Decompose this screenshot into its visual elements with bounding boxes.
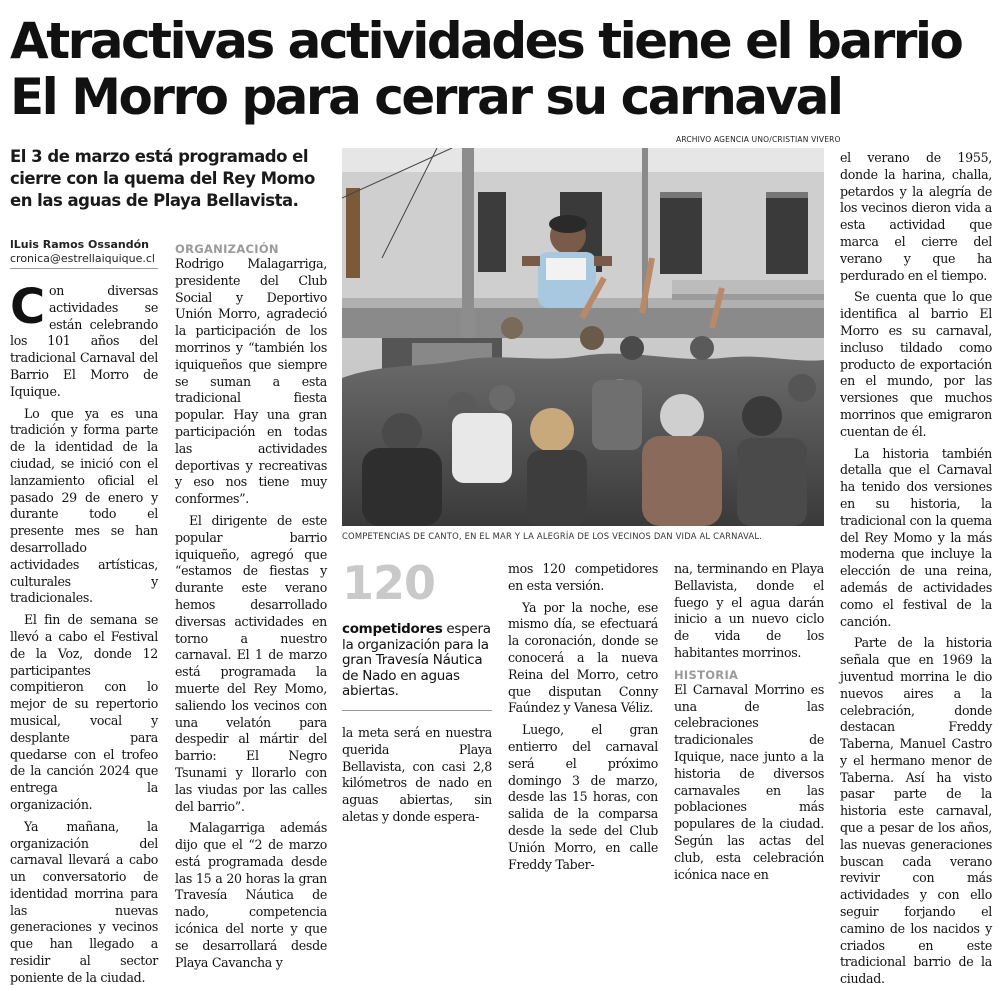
deck-subheadline: El 3 de marzo está programado el cierre con la quema del Rey Momo en las aguas de Playa Bellavista. (10, 147, 315, 210)
paragraph: Se cuenta que lo que identifica al barrio El Morro es su carnaval, incluso tildado como producto de exportación en el mundo, por las versiones que muchos morrinos que emigraron cuentan de él. (840, 289, 992, 439)
carnival-photo (342, 148, 824, 526)
section-kicker-organizacion: ORGANIZACIÓN (175, 242, 279, 256)
paragraph: Luego, el gran entierro del carnaval será el próximo domingo 3 de marzo, desde las 15 horas, con salida de la comparsa desde la sede del Club Unión Morro, en calle Freddy Taber- (508, 722, 658, 872)
column-2 (175, 242, 327, 976)
carnival-photo-illustration (342, 148, 824, 526)
callout-bold: competidores (342, 621, 443, 637)
paragraph: la meta será en nuestra querida Playa Bellavista, con casi 2,8 kilómetros de nado en aguas abiertas, sin aletas y donde espera- (342, 725, 492, 824)
section-kicker-historia: HISTORIA (674, 667, 739, 682)
paragraph: Malagarriga además dijo que el “2 de marzo está programada desde las 15 a 20 horas la gran Travesía Náutica de nado, competencia icónica del norte y que se desarrollará desde Playa Cavancha y (175, 820, 327, 970)
paragraph: El dirigente de este popular barrio iquiqueño, agregó que “estamos de fiestas y durante este verano hemos desarrollado diversas actividades en torno a nuestro carnaval. El 1 de marzo está programada la muerte del Rey Momo, saliendo los vecinos con una velatón para despedir al mártir del barrio: El Negro Tsunami y llorarlo con las viudas por las calles del barrio”. (175, 512, 327, 814)
paragraph: el verano de 1955, donde la harina, challa, petardos y la alegría de los vecinos dieron vida a esta actividad que marca el cierre del verano y que ha perdurado en el tiempo. (840, 150, 992, 283)
paragraph: Parte de la historia señala que en 1969 la juventud morrina le dio nuevos aires a la celebración, donde destacan Freddy Taberna, Manuel Castro y el hermano menor de Taberna. Así ha visto pasar parte de la historia este carnaval, que a pesar de los años, las nuevas generaciones buscan cada verano revivir con más actividades y con ello seguir forjando el camino de los nacidos y criados en este tradicional barrio de la ciudad. (840, 635, 992, 987)
photo-caption: COMPETENCIAS DE CANTO, EN EL MAR Y LA ALEGRÍA DE LOS VECINOS DAN VIDA AL CARNAVAL. (342, 531, 763, 541)
byline-rule (10, 268, 158, 269)
column-1 (10, 279, 158, 992)
column-3b (508, 561, 658, 878)
paragraph: Lo que ya es una tradición y forma parte de la identidad de la ciudad, se inició con el lanzamiento oficial el pasado 29 de enero y durante todo el presente mes se han desarrollado actividades artísticas, culturales y tradicionales. (10, 405, 158, 606)
byline-email[interactable]: cronica@estrellaiquique.cl (10, 252, 155, 265)
byline-author: lLuis Ramos Ossandón (10, 238, 150, 251)
paragraph: La historia también detalla que el Carnaval ha tenido dos versiones en su historia, la tradicional con la quema del Rey Momo y la más moderna que incluye la elección de una reina, además de actividades como el festival de la canción. (840, 445, 992, 629)
column-4 (674, 561, 824, 888)
callout-number: 120 (342, 556, 436, 610)
headline-line-2: El Morro para cerrar su carnaval (10, 68, 842, 126)
callout-rule (342, 710, 492, 711)
paragraph: Ya por la noche, ese mismo día, se efectuará la coronación, donde se conocerá a la nueva Reina del Morro, cetro que disputan Conny Faúndez y Vanesa Véliz. (508, 599, 658, 716)
paragraph: Rodrigo Malagarriga, presidente del Club Social y Deportivo Unión Morro, agradeció la participación de los morrinos y “también los iquiqueños que siempre se suman a esta tradicional fiesta popular. Hay una gran participación en todas las actividades deportivas y recreativas y eso nos tiene muy conformes”. (175, 256, 327, 507)
headline-line-1: Atractivas actividades tiene el barrio (10, 12, 962, 70)
lead-paragraph (10, 279, 158, 401)
paragraph: mos 120 competidores en esta versión. (508, 561, 658, 593)
paragraph: El Carnaval Morrino es una de las celebraciones tradicionales de Iquique, nace junto a la historia de diversos carnavales en las poblaciones más populares de la ciudad. Según las actas del club, esta celebración icónica nace en (674, 681, 824, 882)
paragraph: El fin de semana se llevó a cabo el Festival de la Voz, donde 12 participantes compitieron con lo mejor de su repertorio musical, vocal y desplante para quedarse con el trofeo de la canción 2024 que entrega la organización. (10, 612, 158, 812)
photo-credit: ARCHIVO AGENCIA UNO/CRISTIAN VIVERO (676, 135, 841, 144)
byline (10, 238, 158, 266)
column-3a (342, 725, 492, 831)
column-5 (840, 150, 992, 993)
paragraph: Ya mañana, la organización del carnaval llevará a cabo un conversatorio de identidad morrina para las nuevas generaciones y vecinos que han llegado a residir al sector poniente de la ciudad. (10, 818, 158, 985)
drop-cap: C (10, 279, 45, 335)
callout-text (342, 622, 492, 700)
paragraph: na, terminando en Playa Bellavista, donde el fuego y el agua darán inicio a un nuevo ciclo de vida de los habitantes morrinos. (674, 561, 824, 660)
lead-text: on diversas actividades se están celebrando los 101 años del tradicional Carnaval del Barrio El Morro de Iquique. (10, 283, 158, 399)
callout-body: espera la organización para la gran Travesía Náutica de Nado en aguas abiertas. (342, 621, 491, 699)
